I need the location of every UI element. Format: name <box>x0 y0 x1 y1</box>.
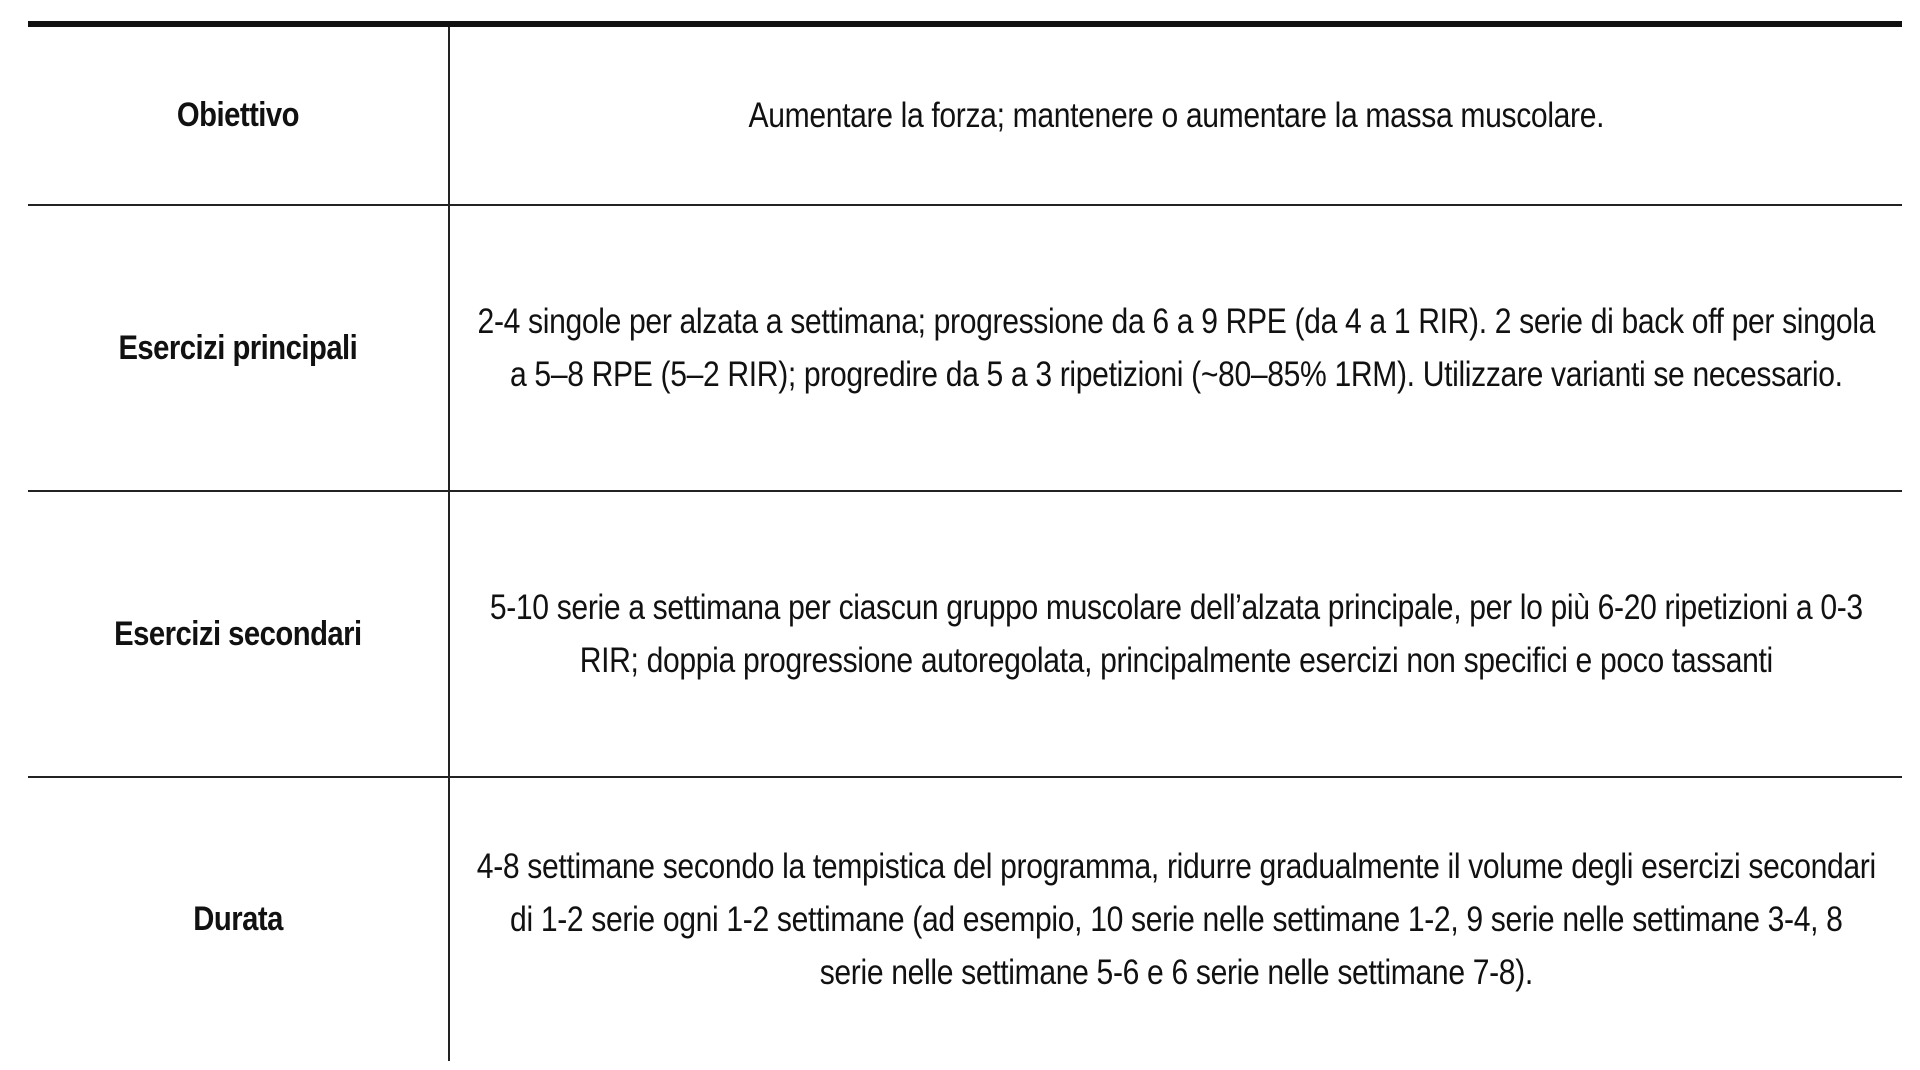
row-value: 2-4 singole per alzata a settimana; progressione da 6 a 9 RPE (da 4 a 1 RIR). 2 serie di back off per singola a 5–8 RPE (5–2 RIR); progredire da 5 a 3 ripetizioni (~80–85% 1RM). Utilizzare varianti se necessario. <box>477 302 1875 394</box>
table-row <box>28 777 1902 1061</box>
row-label: Esercizi principali <box>118 328 358 367</box>
row-value-cell <box>449 777 1902 1061</box>
row-label-cell <box>28 491 449 777</box>
row-label: Durata <box>193 900 283 938</box>
row-label-cell <box>28 777 449 1061</box>
program-table <box>28 27 1902 1061</box>
row-value-cell <box>449 205 1902 491</box>
row-value: 4-8 settimane secondo la tempistica del programma, ridurre gradualmente il volume degli esercizi secondari di 1-2 serie ogni 1-2 settimane (ad esempio, 10 serie nelle settimane 1-2, 9 serie nelle settimane 3-4, 8 serie nelle settimane 5-6 e 6 serie nelle settimane 7-8). <box>476 847 1876 992</box>
row-label: Obiettivo <box>176 96 300 134</box>
table-row <box>28 205 1902 491</box>
row-value-cell <box>449 491 1902 777</box>
table-row <box>28 491 1902 777</box>
row-label: Esercizi secondari <box>114 614 362 653</box>
table-row <box>28 27 1902 205</box>
row-label-cell <box>28 205 449 491</box>
row-value-cell <box>449 27 1902 205</box>
row-value: Aumentare la forza; mantenere o aumentare la massa muscolare. <box>748 96 1604 135</box>
row-value: 5-10 serie a settimana per ciascun gruppo muscolare dell’alzata principale, per lo più 6-20 ripetizioni a 0-3 RIR; doppia progressione autoregolata, principalmente esercizi non specifici e poco tassanti <box>489 588 1863 680</box>
row-label-cell <box>28 27 449 205</box>
